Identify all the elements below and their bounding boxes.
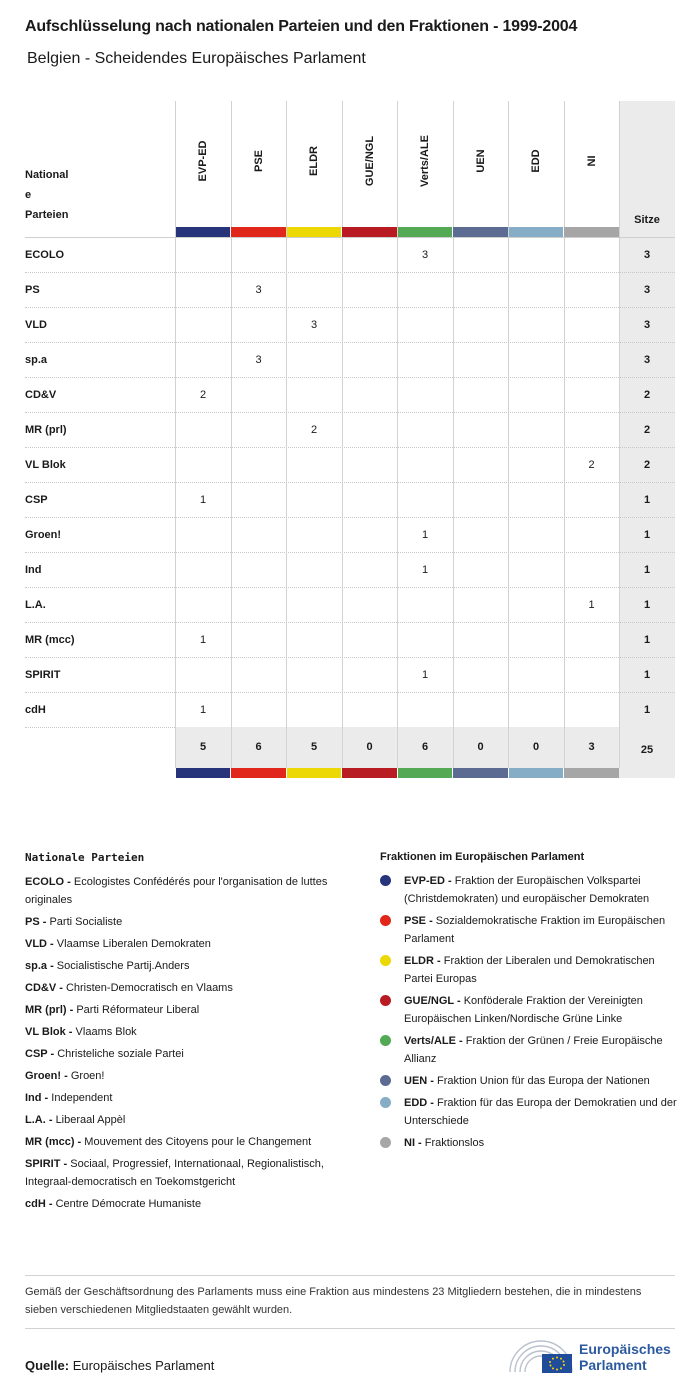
seat-cell — [342, 413, 398, 448]
seat-cell — [453, 693, 509, 728]
seat-cell — [508, 483, 564, 518]
row-seat-sum: 3 — [643, 249, 651, 261]
seat-cell — [397, 273, 453, 308]
seat-cell — [453, 343, 509, 378]
legend-group-fullname: Fraktion der Europäischen Volkspartei (Christdemokraten) und europäischer Demokraten — [404, 875, 650, 905]
group-color-bar — [509, 227, 564, 237]
seat-cell — [342, 553, 398, 588]
column-divider — [453, 101, 454, 768]
seat-cell — [342, 623, 398, 658]
party-name: cdH — [25, 704, 46, 716]
column-divider — [231, 101, 232, 768]
group-color-dot-icon — [380, 955, 391, 966]
seat-cell — [564, 518, 620, 553]
party-name: MR (prl) — [25, 424, 67, 436]
seat-cell — [453, 483, 509, 518]
legend-party-fullname: Parti Socialiste — [49, 916, 123, 928]
legend-party-item — [25, 1001, 360, 1019]
seat-cell — [397, 483, 453, 518]
seat-cell — [231, 588, 287, 623]
seat-cell — [508, 588, 564, 623]
legend-party-abbr: MR (prl) - — [25, 1004, 74, 1016]
seat-cell: 2 — [588, 459, 595, 471]
legend-party-item — [25, 1023, 360, 1041]
seat-cell — [342, 518, 398, 553]
seat-cell — [286, 658, 342, 693]
legend-party-abbr: MR (mcc) - — [25, 1136, 82, 1148]
seat-cell — [508, 378, 564, 413]
table-row — [25, 342, 675, 378]
row-seat-sum: 1 — [643, 599, 651, 611]
seat-cell — [564, 693, 620, 728]
page-subtitle: Belgien - Scheidendes Europäisches Parlament — [27, 50, 366, 67]
seat-cell — [508, 273, 564, 308]
legend-party-item — [25, 1089, 360, 1107]
party-name: MR (mcc) — [25, 634, 75, 646]
row-seat-sum: 1 — [643, 634, 651, 646]
group-color-bar — [342, 227, 397, 237]
legend-party-fullname: Christeliche soziale Partei — [57, 1048, 184, 1060]
legend-party-fullname: Mouvement des Citoyens pour le Changement — [84, 1136, 312, 1148]
legend-group-item — [380, 1094, 680, 1130]
seat-cell — [508, 693, 564, 728]
seat-cell — [508, 343, 564, 378]
column-divider — [397, 101, 398, 768]
legend-group-item — [380, 1072, 680, 1090]
group-color-bar — [287, 227, 342, 237]
table-row — [25, 412, 675, 448]
legend-group-fullname: Fraktion der Grünen / Freie Europäische Allianz — [404, 1035, 663, 1065]
table-row — [25, 657, 675, 693]
seat-cell — [231, 693, 287, 728]
legend-party-item — [25, 873, 360, 909]
row-seat-sum: 3 — [643, 284, 651, 296]
group-column-label: Verts/ALE — [419, 135, 431, 187]
legend-group-fullname: Konföderale Fraktion der Vereinigten Europäischen Linken/Nordische Grüne Linke — [404, 995, 643, 1025]
group-column-label: NI — [585, 155, 598, 167]
seat-cell: 3 — [310, 319, 318, 331]
group-color-bar — [231, 768, 286, 778]
seat-cell — [231, 448, 287, 483]
row-seat-sum: 2 — [643, 389, 651, 401]
seat-cell — [508, 448, 564, 483]
legend-groups-heading: Fraktionen im Europäischen Parlament — [380, 851, 585, 863]
seat-cell — [397, 413, 453, 448]
table-row — [25, 622, 675, 658]
grand-total: 25 — [640, 744, 654, 756]
legend-group-item — [380, 1032, 680, 1068]
seat-cell — [286, 343, 342, 378]
seat-cell: 1 — [199, 634, 207, 646]
legend-party-abbr: SPIRIT - — [25, 1158, 68, 1170]
table-row — [25, 307, 675, 343]
party-name: CD&V — [25, 389, 57, 401]
source-label: Quelle: — [25, 1358, 70, 1373]
legend-group-abbr: UEN - — [404, 1075, 434, 1087]
seat-cell — [175, 553, 231, 588]
group-color-dot-icon — [380, 1097, 391, 1108]
row-seat-sum: 3 — [643, 354, 651, 366]
seat-cell — [564, 273, 620, 308]
legend-party-item — [25, 1195, 360, 1213]
legend-party-item — [25, 1067, 360, 1085]
seat-cell — [397, 588, 453, 623]
source-line — [25, 1358, 214, 1373]
group-color-dot-icon — [380, 1035, 391, 1046]
legend-party-fullname: Parti Réformateur Liberal — [76, 1004, 200, 1016]
legend-party-abbr: VL Blok - — [25, 1026, 73, 1038]
seat-cell — [564, 238, 620, 273]
group-total: 3 — [588, 741, 595, 753]
footnote: Gemäß der Geschäftsordnung des Parlaments muss eine Fraktion aus mindestens 23 Mitgliedern bestehen, die in mindestens sieben verschiedenen Mitgliedstaaten gewählt wurden. — [25, 1286, 642, 1316]
page-title: Aufschlüsselung nach nationalen Parteien und den Fraktionen - 1999-2004 — [25, 18, 578, 35]
table-row — [25, 517, 675, 553]
seat-cell — [453, 273, 509, 308]
row-seat-sum: 1 — [643, 704, 651, 716]
seat-cell — [231, 413, 287, 448]
legend-group-item — [380, 992, 680, 1028]
legend-party-fullname: Ecologistes Confédérés pour l'organisation de luttes originales — [25, 876, 328, 906]
seat-cell — [453, 588, 509, 623]
legend-party-fullname: Centre Démocrate Humaniste — [55, 1198, 202, 1210]
legend-group-item — [380, 952, 680, 988]
seat-cell — [286, 553, 342, 588]
party-name: Groen! — [25, 529, 62, 541]
legend-party-fullname: Vlaams Blok — [75, 1026, 137, 1038]
seat-cell — [175, 273, 231, 308]
seat-cell — [342, 483, 398, 518]
seat-cell — [453, 623, 509, 658]
legend-party-abbr: L.A. - — [25, 1114, 53, 1126]
seat-cell — [397, 343, 453, 378]
seat-cell — [397, 693, 453, 728]
legend-party-abbr: Groen! - — [25, 1070, 68, 1082]
seat-cell — [175, 413, 231, 448]
seat-cell: 1 — [588, 599, 595, 611]
european-parliament-logo — [508, 1338, 678, 1378]
legend-group-abbr: EVP-ED - — [404, 875, 452, 887]
table-row — [25, 692, 675, 728]
table-row — [25, 377, 675, 413]
group-color-bar — [564, 227, 619, 237]
seat-cell — [564, 553, 620, 588]
legend-group-abbr: Verts/ALE - — [404, 1035, 463, 1047]
seat-cell — [564, 378, 620, 413]
divider — [25, 1328, 675, 1329]
seat-cell — [342, 448, 398, 483]
seat-cell — [453, 658, 509, 693]
seat-cell — [342, 693, 398, 728]
row-seat-sum: 2 — [643, 459, 651, 471]
column-divider — [286, 101, 287, 768]
seat-cell — [175, 343, 231, 378]
group-color-bar — [176, 227, 231, 237]
legend-group-fullname: Fraktion der Liberalen und Demokratischen Partei Europas — [404, 955, 655, 985]
legend-party-item — [25, 1155, 360, 1191]
seat-cell — [175, 308, 231, 343]
legend-party-item — [25, 979, 360, 997]
legend-group-item — [380, 912, 680, 948]
seat-cell — [286, 448, 342, 483]
legend-parties-heading: Nationale Parteien — [25, 851, 145, 864]
row-seat-sum: 1 — [643, 494, 651, 506]
group-total: 0 — [366, 741, 373, 753]
legend-party-abbr: VLD - — [25, 938, 54, 950]
seat-cell — [286, 238, 342, 273]
table-row — [25, 237, 675, 273]
seat-cell — [175, 588, 231, 623]
seat-cell — [231, 483, 287, 518]
seat-cell — [397, 448, 453, 483]
legend-party-item — [25, 1111, 360, 1129]
legend-party-item — [25, 957, 360, 975]
seat-cell — [453, 518, 509, 553]
seat-cell — [397, 308, 453, 343]
column-divider — [508, 101, 509, 768]
table-row — [25, 447, 675, 483]
seat-cell: 3 — [255, 354, 262, 366]
seat-cell — [342, 238, 398, 273]
source-value: Europäisches Parlament — [72, 1358, 215, 1373]
seat-cell: 3 — [421, 249, 429, 261]
legend-party-abbr: CD&V - — [25, 982, 63, 994]
group-color-bar — [342, 768, 397, 778]
seat-cell — [286, 378, 342, 413]
column-divider — [564, 101, 565, 768]
group-total: 0 — [477, 741, 484, 753]
seat-cell — [342, 308, 398, 343]
logo-wordmark — [579, 1341, 671, 1373]
seat-cell — [231, 553, 287, 588]
group-column-label: GUE/NGL — [363, 135, 376, 187]
group-color-dot-icon — [380, 1075, 391, 1086]
party-name: SPIRIT — [25, 669, 61, 681]
seat-cell — [453, 448, 509, 483]
row-seat-sum: 1 — [643, 529, 651, 541]
legend-party-item — [25, 913, 360, 931]
legend-party-item — [25, 1133, 360, 1151]
legend-political-groups — [380, 851, 680, 1156]
legend-party-fullname: Groen! — [70, 1070, 105, 1082]
seat-cell — [342, 273, 398, 308]
party-column-header — [25, 165, 85, 225]
party-name: sp.a — [25, 354, 48, 366]
seat-cell — [564, 658, 620, 693]
group-total: 5 — [199, 741, 207, 753]
legend-party-abbr: sp.a - — [25, 960, 54, 972]
row-seat-sum: 1 — [643, 669, 651, 681]
table-row — [25, 272, 675, 308]
seat-cell — [286, 518, 342, 553]
column-divider — [175, 101, 176, 768]
group-color-bar — [453, 227, 508, 237]
seat-cell — [231, 518, 287, 553]
legend-groups-list — [380, 872, 680, 1152]
column-divider — [342, 101, 343, 768]
seat-cell — [397, 378, 453, 413]
seat-cell — [508, 413, 564, 448]
party-header-line: National — [25, 169, 69, 181]
seat-cell: 1 — [421, 529, 429, 541]
logo-line: Europäisches — [579, 1341, 671, 1357]
seat-cell — [564, 343, 620, 378]
seat-cell: 1 — [421, 564, 429, 576]
seat-cell — [564, 623, 620, 658]
table-row — [25, 587, 675, 623]
legend-parties-list — [25, 873, 360, 1213]
party-name: VLD — [25, 319, 47, 331]
group-total: 6 — [421, 741, 429, 753]
group-total: 0 — [532, 741, 540, 753]
group-color-bar — [564, 768, 619, 778]
legend-group-abbr: EDD - — [404, 1097, 434, 1109]
seat-cell — [286, 693, 342, 728]
party-name: Ind — [25, 564, 42, 576]
group-color-dot-icon — [380, 1137, 391, 1148]
seat-cell — [342, 658, 398, 693]
seat-cell — [286, 273, 342, 308]
party-header-line: e — [25, 189, 32, 201]
group-column-label: EDD — [530, 149, 542, 173]
seat-cell — [342, 378, 398, 413]
group-total: 6 — [255, 741, 262, 753]
group-color-bar — [398, 768, 453, 778]
legend-national-parties — [25, 851, 360, 1217]
legend-group-abbr: NI - — [404, 1137, 422, 1149]
seat-cell — [397, 623, 453, 658]
seat-cell: 2 — [199, 389, 207, 401]
row-seat-sum: 1 — [643, 564, 651, 576]
party-name: VL Blok — [25, 459, 66, 471]
legend-party-fullname: Independent — [51, 1092, 113, 1104]
seat-cell — [342, 588, 398, 623]
legend-party-abbr: cdH - — [25, 1198, 53, 1210]
legend-party-fullname: Socialistische Partij.Anders — [56, 960, 190, 972]
group-color-bar — [453, 768, 508, 778]
group-column-label: UEN — [474, 149, 487, 173]
seat-cell — [175, 238, 231, 273]
seat-cell — [508, 623, 564, 658]
seat-cell — [231, 658, 287, 693]
seat-cell — [453, 553, 509, 588]
seat-cell — [231, 378, 287, 413]
seat-cell — [508, 553, 564, 588]
party-name: ECOLO — [25, 249, 65, 261]
legend-party-abbr: ECOLO - — [25, 876, 71, 888]
legend-group-item — [380, 872, 680, 908]
seat-cell — [231, 308, 287, 343]
seat-cell — [508, 238, 564, 273]
group-color-bar — [176, 768, 231, 778]
seat-cell — [508, 308, 564, 343]
party-name: L.A. — [25, 599, 46, 611]
legend-group-abbr: ELDR - — [404, 955, 441, 967]
group-column-label: EVP-ED — [197, 140, 209, 182]
group-column-label: ELDR — [308, 146, 320, 176]
legend-group-fullname: Fraktionslos — [424, 1137, 485, 1149]
seat-cell — [564, 308, 620, 343]
group-color-dot-icon — [380, 915, 391, 926]
seat-cell — [453, 238, 509, 273]
seat-cell: 1 — [199, 704, 207, 716]
seat-cell: 1 — [199, 494, 207, 506]
legend-party-item — [25, 935, 360, 953]
group-color-dot-icon — [380, 875, 391, 886]
seat-cell: 3 — [255, 284, 262, 296]
divider — [25, 1275, 675, 1276]
group-total: 5 — [310, 741, 318, 753]
seat-cell — [231, 238, 287, 273]
legend-party-abbr: Ind - — [25, 1092, 49, 1104]
row-seat-sum: 3 — [643, 319, 651, 331]
seat-cell — [564, 413, 620, 448]
legend-group-fullname: Fraktion für das Europa der Demokratien und der Unterschiede — [404, 1097, 677, 1127]
legend-party-abbr: CSP - — [25, 1048, 55, 1060]
seat-cell — [564, 483, 620, 518]
seat-cell — [453, 308, 509, 343]
group-color-bar — [509, 768, 564, 778]
group-color-bar — [287, 768, 342, 778]
legend-group-abbr: PSE - — [404, 915, 433, 927]
group-color-bar — [231, 227, 286, 237]
legend-party-item — [25, 1045, 360, 1063]
seat-cell — [175, 658, 231, 693]
seat-cell: 1 — [421, 669, 429, 681]
seat-table — [25, 101, 675, 778]
seat-cell — [508, 658, 564, 693]
group-color-bar — [398, 227, 453, 237]
seat-cell — [175, 448, 231, 483]
seat-cell — [453, 378, 509, 413]
seat-cell — [286, 623, 342, 658]
table-row — [25, 482, 675, 518]
seat-cell — [175, 518, 231, 553]
sitze-column-header: Sitze — [634, 214, 660, 226]
seat-cell — [508, 518, 564, 553]
row-seat-sum: 2 — [643, 424, 651, 436]
group-color-dot-icon — [380, 995, 391, 1006]
legend-party-fullname: Sociaal, Progressief, Internationaal, Regionalistisch, Integraal-democratisch en Toekomstgericht — [25, 1158, 324, 1188]
legend-party-fullname: Christen-Democratisch en Vlaams — [65, 982, 233, 994]
legend-group-abbr: GUE/NGL - — [404, 995, 461, 1007]
legend-party-fullname: Vlaamse Liberalen Demokraten — [56, 938, 211, 950]
column-divider — [619, 101, 620, 768]
seat-cell — [286, 588, 342, 623]
seat-cell: 2 — [310, 424, 318, 436]
legend-group-fullname: Sozialdemokratische Fraktion im Europäischen Parlament — [404, 915, 666, 945]
party-header-line: Parteien — [25, 209, 69, 221]
group-column-label: PSE — [252, 149, 265, 173]
parliament-hemicycle-icon — [508, 1338, 574, 1374]
seat-cell — [231, 623, 287, 658]
party-name: CSP — [25, 494, 48, 506]
party-name: PS — [25, 284, 40, 296]
logo-line: Parlament — [579, 1357, 647, 1373]
legend-party-fullname: Liberaal Appèl — [55, 1114, 126, 1126]
seat-cell — [342, 343, 398, 378]
seat-cell — [286, 483, 342, 518]
legend-party-abbr: PS - — [25, 916, 47, 928]
table-row — [25, 552, 675, 588]
seat-cell — [453, 413, 509, 448]
legend-group-item — [380, 1134, 680, 1152]
legend-group-fullname: Fraktion Union für das Europa der Nationen — [437, 1075, 650, 1087]
